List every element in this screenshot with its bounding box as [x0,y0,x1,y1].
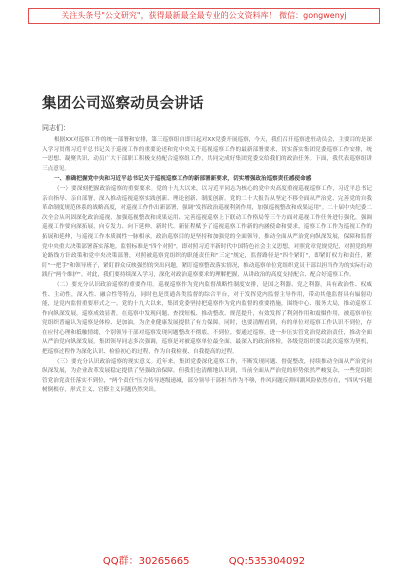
qq-number: QQ:535304092 [228,556,306,567]
document-title: 集团公司巡察动员会讲话 [42,96,204,112]
qq-group: QQ群：30265665 [102,556,190,567]
paragraph-2: （二）要充分认识政治巡察的重要作用。巡视巡察作为党内监督战略性制度安排，是国之利器、党之利器，具有政治性、权威性、主动性，深入性、融合性等特点，同时也是贯通各类监督的综合平台，对于发挥党内监督主导作用，带动其他监督具有辐射功能，是党内监督重要形式之一。党的十九大以来，集团党委坚持把巡察作为党内监督的重要措施，围绕中心、服务大局，推动巡察工作向纵深发展，巡察成效显著，在巡察中发现问题、查找短板、推动整改、规范提升，有效发挥了利剑作用和震慑作用，被巡察单位党组织普遍认为巡察是体检、是加油，为企业健康发展提供了有力保障。同时，也要清醒看到，有的单位对巡察工作认识不到位，存在应付心理和抵触情绪，个别领导干部对巡察发现问题整改不彻底、不到位。要通过巡察，进一步压实管党治党政治责任，推动全面从严治党向纵深发展。集团领导同志多次强调，巡察是对被巡察单位最全面、最深入的政治体检，各级党组织要以此次巡察为契机，把巡察过程作为深化认识、检验初心的过程，作为自我检视、自我提高的过程。 [42,281,372,356]
greeting: 同志们： [42,124,70,132]
paragraph-1: （一）要深刻把握政治巡察的重要要求。党的十九大以来，以习近平同志为核心的党中央高度重视巡视巡察工作，习近平总书记亲自指导、亲自部署，深入推动巡视巡察实践创新、理论创新、制度创新。党的二十大报告从坚定不移全面从严治党、完善党的自我革命制度规范体系的战略高度，对巡视工作作出新部署，强调"发挥政治巡视利剑作用，加强巡视整改和成果运用"。二十届中央纪委二次全会从巩固深化政治巡视、加强巡视整改和成果运用、完善巡视巡察上下联动工作格局等三个方面对巡视工作任务进行强化，强调巡视工作要向深拓展、向专发力、向下延伸、新时代、新征程赋予了巡视巡察工作新的内涵使命和要求，巡察工作工作为巡视工作的拓展和延伸，与巡视工作本质属性一脉相承，政治巡察目的是坚持和加强党的全面领导，推动全面从严治党向纵深发展，保障和监督党中央重大决策部署落实落地。监督标准是"四个对照"，即对照习近平新时代中国特色社会主义思想，对照党章党规党纪，对照党的理论路线方针政策和党中央决策部署，对照被巡察党组织的职能责任和"三定"规定，监督路径是"四个紧盯"，即紧盯权力和责任，紧盯"一把手"和领导班子，紧盯群众反映强烈的突出问题，紧盯巡察整改落实情况，推动巡察单位党组织党员干部以担当作为的实际行动践行"两个维护"。对此，我们要持续深入学习，深化对政治巡察要求的理解把握，从讲政治的高度支持配合、配合好巡察工作。 [42,185,372,279]
promo-banner: 关注头条号"公文研究"，获得最新最全最专业的公文资料库！ 微信：gongwenyj [28,8,380,24]
section-heading-1: 一、准确把握党中央和习近平总书记关于巡视巡察工作的新部署新要求，切实增强政治巡察责任感使命感 [54,176,312,183]
document-body [42,136,372,536]
paragraph-intro: 根据XX对巡察工作的统一部署和安排，第三巡察组自即日起对XX党委开展巡察，今天，我们召开巡察进驻动员会，主要目的是深入学习贯彻习近平总书记关于巡视工作的重要论述和党中央关于巡视巡察工作的最新部署要求，切实落实集团党委巡察工作安排，统一思想、凝聚共识、动员广大干部职工积极支持配合巡察组工作，共同完成好集团党委交给我们的政治任务。下面，我代表巡察组讲三点意见。 [42,137,372,172]
paragraph-3: （三）要充分认识政治巡察的现实意义。近年来，集团党委深化巡察工作，不断发现问题、督促整改，持续推动全面从严治党向纵深发展，为企业改革发展稳定提供了坚强政治保障。但我们也清醒地认识到，当前全面从严治党的形势依然严峻复杂，一些党组织管党治党责任落实不到位，"两个责任"压力传导逐级递减，部分领导干部担当作为不够，作风问题反弹回潮风险依然存在，"四风"问题树倒根存，形式主义、官僚主义问题仍然突出。 [42,358,372,394]
contact-footer [0,552,408,568]
